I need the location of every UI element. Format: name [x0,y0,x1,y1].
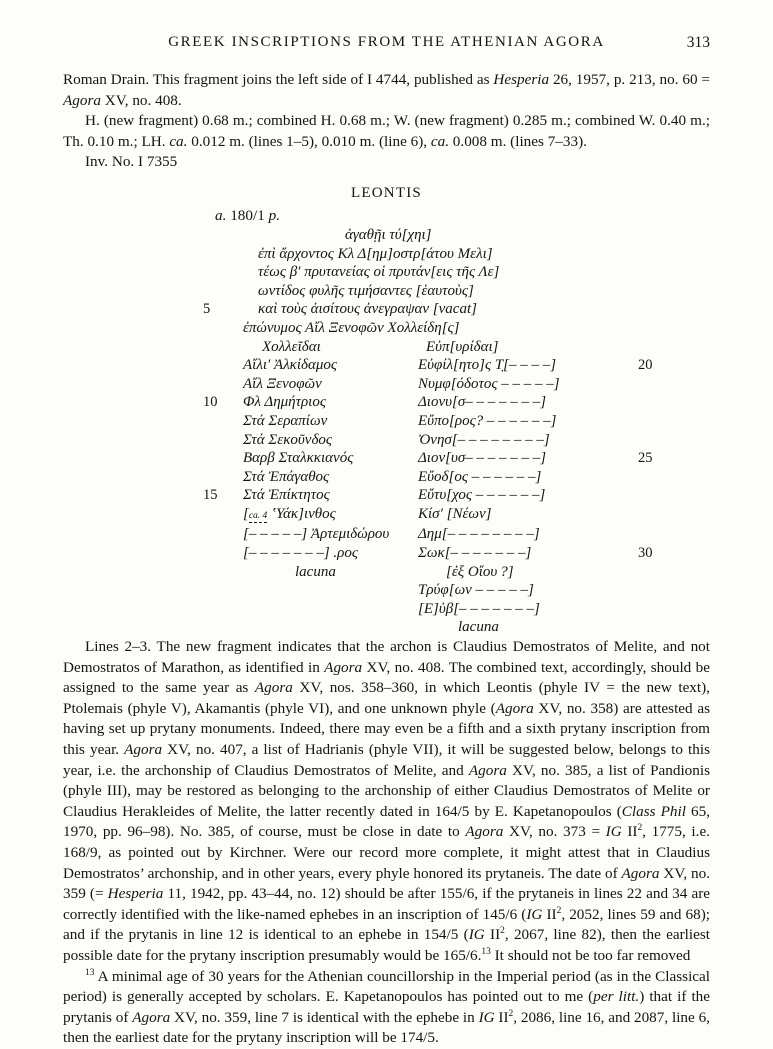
left-column-entry: Αἴλι′ Ἀλκίδαμος [243,357,338,374]
greek-line [203,282,710,301]
greek-line [203,263,710,282]
line-number [203,356,240,375]
running-head [63,34,710,54]
right-line-number [630,468,638,487]
right-line-number [630,505,638,526]
right-line-number [630,563,638,582]
left-column-entry: Στά Ἐπίκτητος [243,487,330,504]
right-line-number [630,525,638,544]
line-number [203,375,240,394]
right-line-number [630,600,638,619]
right-column-entry: Διον[υσ– – – – – – –] [418,450,547,467]
line-number [203,468,240,487]
line-number [203,449,240,468]
right-line-number [630,338,638,357]
inscription-row [203,544,710,563]
line-number: 15 [203,487,218,504]
right-column-entry: Εὔοδ[ος – – – – – –] [418,468,542,485]
greek-line-text: ωντίδος φυλῆς τιμήσαντες [ἑαυτοὺς] [258,282,474,299]
inscription-row [203,356,710,375]
line-number [203,338,240,357]
line-number [203,581,240,600]
right-line-number: 30 [638,545,653,562]
right-line-number [630,412,638,431]
inventory-number: Inv. No. I 7355 [85,153,178,171]
column-headers-row [203,338,710,357]
line-number [203,544,240,563]
line-number [203,600,240,619]
inscription-row [203,505,710,526]
inscription-row [203,581,710,600]
left-column-entry [240,618,418,637]
inscription-row [203,563,710,582]
line-number [203,263,240,282]
right-column-entry: [Ε]ὐβ[– – – – – – –] [418,600,540,617]
inscription-row [203,525,710,544]
right-line-number [630,486,638,505]
left-column-entry: [ca. 4 ʽΥάκ]ινθος [243,505,336,522]
inscription-row [203,431,710,450]
line-number: 5 [203,301,211,318]
right-column-entry: Ὀνησ[– – – – – – – –] [418,431,550,448]
inscription-row [203,393,710,412]
left-column-entry: [– – – – –] Ἀρτεμιδώρου [243,526,390,543]
greek-line [203,226,710,245]
greek-line [203,300,710,319]
left-column-entry: [– – – – – – –] .ρος [243,545,358,562]
right-column-entry: Εὔπο[ρος? – – – – – –] [418,412,557,429]
lacuna-left: lacuna [295,563,336,580]
right-line-number [630,618,638,637]
right-column-entry: Εὐφίλ[ητο]ς Τ̣[– – – –] [418,357,557,374]
right-column-entry: Κίσ′ [Νέων] [418,505,492,522]
line-number [203,505,240,526]
right-line-number [630,581,638,600]
greek-line-text: ἐπὶ ἄρχοντος Κλ Δ[ημ]οστρ[άτου Μελι] [258,245,493,262]
right-column-entry: Διονυ[σ– – – – – – –] [418,394,547,411]
greek-line-text: ἀγαθῇι τύ[χηι] [345,226,432,243]
inscription-date: a. 180/1 p. [215,206,280,224]
line-number [203,525,240,544]
line-number [203,245,240,264]
inscription-row [203,449,710,468]
line-number [203,618,240,637]
greek-line [203,245,710,264]
footnote-13: $^{13}$ A minimal age of 30 years for the Athenian councillorship in the Imperial period (as in the Classical period) is generally accepted by scholars. E. Kapetanopoulos has pointed out to me (per litt.) that if the prytanis of Agora XV, no. 359, line 7 is identical with the ephebe in IG $II^2$, 2086, line 16, and 2087, line 6, then the earliest date for the prytany inscription will be 174/5. [63,967,710,1047]
inscription-row [203,486,710,505]
left-column-entry: Στά Ἐπάγαθος [243,468,330,485]
right-line-number [630,375,638,394]
left-column-entry: Φλ Δημήτριος [243,394,326,411]
inscription-row [203,412,710,431]
inscription-row [203,468,710,487]
lacuna-right: lacuna [458,619,499,636]
right-line-number: 20 [638,357,653,374]
right-line-number [630,393,638,412]
left-column-entry: Βαρβ Σταλκκιανός [243,450,354,467]
right-column-entry: [ἐξ Οἴου ?] [446,563,514,580]
left-column-entry: Στά Σεραπίων [243,412,328,429]
line-number [203,282,240,301]
inscription-heading: LEONTIS [351,184,422,201]
line-number [203,412,240,431]
right-column-entry: Τρύφ[ων – – – – –] [418,582,534,599]
greek-line-text: καὶ τοὺς ἀισίτους ἀνεγραψαν [vacat] [258,301,477,318]
right-column-entry: Νυμφ[όδοτος – – – – –] [418,375,560,392]
right-line-number [630,431,638,450]
intro-paragraph-1: Roman Drain. This fragment joins the left side of I 4744, published as Hesperia 26, 1957, p. 213, no. 60 = Agora XV, no. 408. [63,71,710,109]
line-number: 10 [203,394,218,411]
right-column-entry: Δημ[– – – – – – – –] [418,526,540,543]
page-title: GREEK INSCRIPTIONS FROM THE ATHENIAN AGORA [168,34,605,50]
greek-line-text: τέως β′ πρυτανείας οἱ πρυτάν[εις τῆς Λε] [258,264,500,281]
right-column-entry: Σωκ[– – – – – – –] [418,545,532,562]
right-line-number: 25 [638,450,653,467]
right-column-entry: Εὔτυ[χος – – – – – –] [418,487,546,504]
inscription-block [203,226,710,637]
inscription-row [203,618,710,637]
left-column-entry [240,581,418,600]
line-number [203,431,240,450]
inscription-row [203,375,710,394]
left-column-entry [240,600,418,619]
page-number: 313 [686,34,710,51]
line-number [203,563,240,582]
intro-paragraph-2: H. (new fragment) 0.68 m.; combined H. 0.68 m.; W. (new fragment) 0.285 m.; combined W. 0.40 m.; Th. 0.10 m.; LH. ca. 0.012 m. (lines 1–5), 0.010 m. (line 6), ca. 0.008 m. (lines 7–33). [63,112,710,150]
left-column-header: Χολλεῖδαι [262,338,321,355]
inscription-row [203,600,710,619]
line-number [203,319,240,338]
greek-line [203,319,710,338]
discussion-paragraph: Lines 2–3. The new fragment indicates that the archon is Claudius Demostratos of Melite, and not Demostratos of Marathon, as identified in Agora XV, no. 408. The combined text, accordingly, should be assigned to the same year as Agora XV, nos. 358–360, in which Leontis (phyle IV = the new text), Ptolemais (phyle V), Akamantis (phyle VI), and one unknown phyle (Agora XV, no. 358) are attested as having set up prytany monuments. Indeed, there may even be a fifth and a sixth prytany inscription from this year. Agora XV, no. 407, a list of Hadrianis (phyle VII), it will be suggested below, belongs to this year, i.e. the archonship of Claudius Demostratos of Melite, and Agora XV, no. 385, a list of Pandionis (phyle III), may be restored as belonging to the archonship of either Claudius Demostratos of Melite or Claudius Herakleides of Melite, the latter recently dated in 164/5 by E. Kapetanopoulos (Class Phil 65, 1970, pp. 96–98). No. 385, of course, must be close in date to Agora XV, no. 373 = IG $II^2$, 1775, i.e. 168/9, as pointed out by Kirchner. Were our record more complete, it might attest that in Claudius Demostratos’ archonship, and in other years, every phyle honored its prytaneis. The date of Agora XV, no. 359 (= Hesperia 11, 1942, pp. 43–44, no. 12) should be after 155/6, if the prytaneis in lines 22 and 34 are correctly identified with the like-named ephebes in an inscription of 145/6 (IG $II^2$, 2052, lines 59 and 68); and if the prytanis in line 12 is identical to an ephebe in 154/5 (IG $II^2$, 2067, line 82), then the earliest possible date for the prytany inscription presumably would be 165/6.13 It should not be too far removed [63,638,711,964]
right-column-header: Εὐπ[υρίδαι] [426,338,499,355]
greek-line-text: ἐπώνυμος Αἴλ Ξενοφῶν Χολλείδη[ς] [243,319,460,336]
left-column-entry: Αἴλ Ξενοφῶν [243,375,322,392]
left-column-entry: Στά Σεκοῦνδος [243,431,333,448]
